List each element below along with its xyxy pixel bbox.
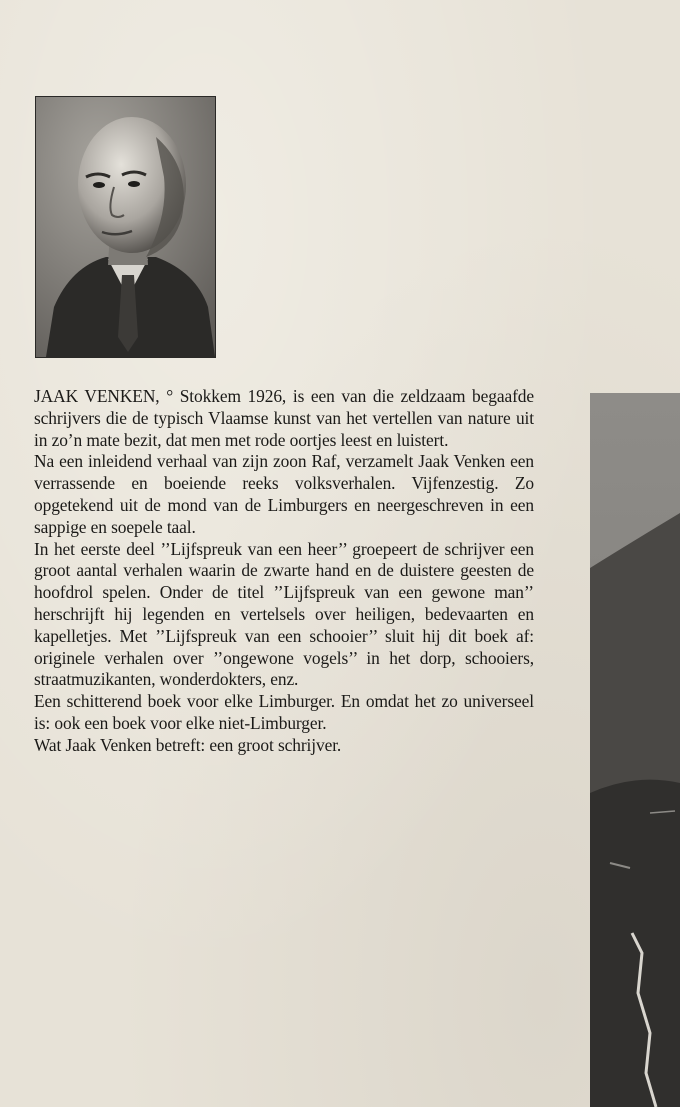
bio-paragraph: Een schitterend boek voor elke Limburger. En omdat het zo universeel is: ook een boek voor elke niet-Limburger. xyxy=(34,691,534,733)
cover-photo-edge xyxy=(590,393,680,1107)
bio-paragraph: JAAK VENKEN, ° Stokkem 1926, is een van die zeldzaam begaafde schrijvers die de typisch Vlaamse kunst van het vertellen van nature uit in zo’n mate bezit, dat men met rode oortjes leest en luistert. xyxy=(34,386,534,450)
cover-photo-image xyxy=(590,393,680,1107)
author-portrait xyxy=(35,96,216,358)
bio-paragraph: Na een inleidend verhaal van zijn zoon Raf, verzamelt Jaak Venken een verrassende en boeiende reeks volksverhalen. Vijfenzestig. Zo opgetekend uit de mond van de Limburgers en neergeschreven in een sappige en soepele taal. xyxy=(34,451,534,537)
author-portrait-image xyxy=(36,97,215,357)
bio-paragraph: In het eerste deel ’’Lijfspreuk van een heer’’ groepeert de schrijver een groot aantal verhalen waarin de zwarte hand en de duistere geesten de hoofdrol spelen. Onder de titel ’’Lijfspreuk van een gewone man’’ herschrijft hij legenden en vertelsels over heiligen, bedevaarten en kapelletjes. Met ’’Lijfspreuk van een schooier’’ sluit hij dit boek af: originele verhalen over ’’ongewone vogels’’ in het dorp, schooiers, straatmuzikanten, wonderdokters, enz. xyxy=(34,538,534,690)
bio-paragraph: Wat Jaak Venken betreft: een groot schrijver. xyxy=(34,734,342,755)
author-biography xyxy=(34,386,534,757)
